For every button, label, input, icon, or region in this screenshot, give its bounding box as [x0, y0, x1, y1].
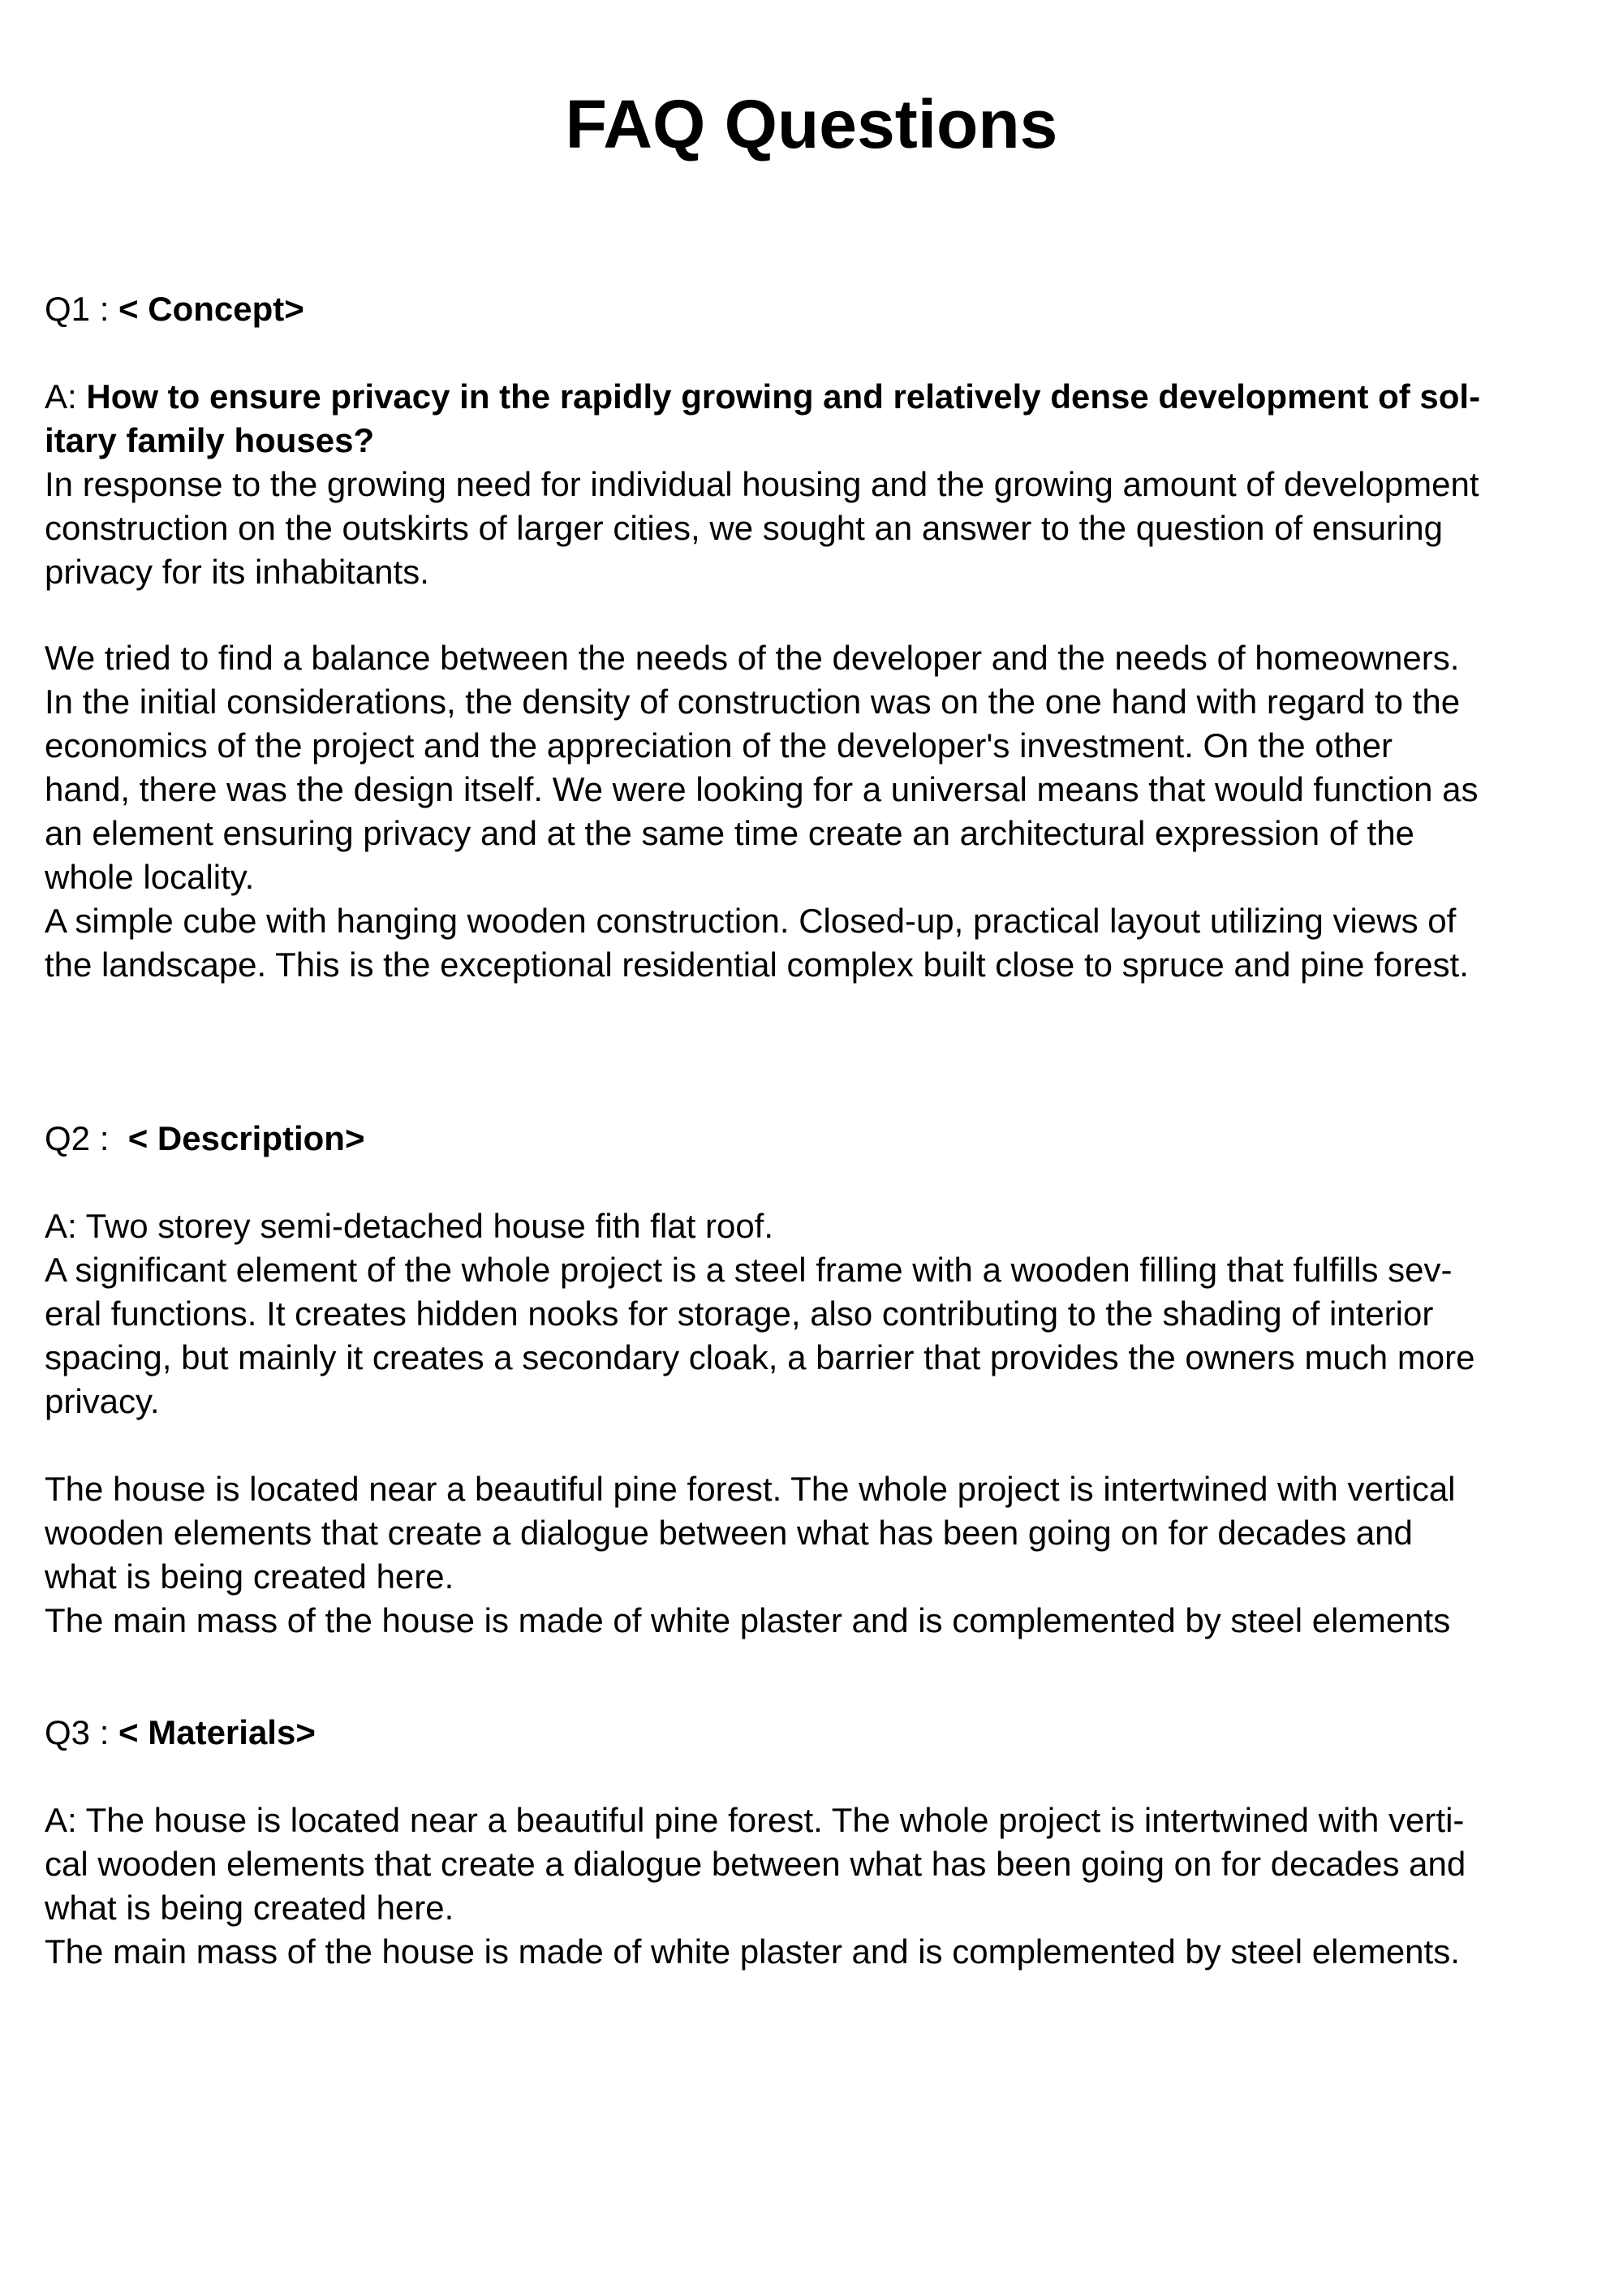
q2-para2-line4: The main mass of the house is made of white plaster and is complemented by steel elements — [45, 1601, 1451, 1639]
q1-answer-question-line — [45, 375, 1591, 419]
q2-answer-line1: A: Two storey semi-detached house fith flat roof. — [45, 1207, 774, 1245]
q3-answer — [45, 1798, 1591, 1974]
q3-answer-line2: cal wooden elements that create a dialogue between what has been going on for decades and — [45, 1845, 1466, 1883]
q3-heading — [45, 1711, 1591, 1755]
q1-para2 — [45, 636, 1591, 987]
q1-answer-prefix: A: — [45, 377, 87, 416]
q1-prefix: Q1 : — [45, 290, 119, 328]
q2-answer — [45, 1204, 1591, 1424]
q1-answer-question: How to ensure privacy in the rapidly growing and relatively dense development of sol- — [86, 377, 1481, 416]
q2-answer-line4: spacing, but mainly it creates a secondary cloak, a barrier that provides the owners much more — [45, 1338, 1475, 1376]
q2-para2 — [45, 1467, 1591, 1643]
q1-para1-line2: construction on the outskirts of larger cities, we sought an answer to the question of ensuring — [45, 509, 1443, 547]
q2-heading — [45, 1117, 1591, 1161]
q2-answer-line3: eral functions. It creates hidden nooks for storage, also contributing to the shading of interior — [45, 1294, 1434, 1333]
q3-answer-line3: what is being created here. — [45, 1889, 454, 1927]
q1-para2-line3: economics of the project and the appreciation of the developer's investment. On the other — [45, 726, 1393, 765]
q2-topic: < Description> — [127, 1119, 365, 1157]
q1-topic: < Concept> — [118, 290, 304, 328]
q3-answer-line1: A: The house is located near a beautiful pine forest. The whole project is intertwined with verti- — [45, 1801, 1465, 1839]
q1-heading — [45, 287, 1591, 331]
q2-para2-line1: The house is located near a beautiful pine forest. The whole project is intertwined with vertical — [45, 1470, 1456, 1508]
q1-para2-line7: A simple cube with hanging wooden construction. Closed-up, practical layout utilizing views of — [45, 902, 1457, 940]
q1-para1-line1: In response to the growing need for individual housing and the growing amount of development — [45, 465, 1479, 503]
q1-para2-line6: whole locality. — [45, 858, 255, 896]
q1-para2-line8: the landscape. This is the exceptional residential complex built close to spruce and pine forest. — [45, 946, 1469, 984]
q1-answer — [45, 375, 1591, 594]
q3-prefix: Q3 : — [45, 1713, 119, 1751]
q2-answer-line2: A significant element of the whole project is a steel frame with a wooden filling that fulfills sev- — [45, 1251, 1453, 1289]
q1-para2-line1: We tried to find a balance between the needs of the developer and the needs of homeowners. — [45, 639, 1460, 677]
q1-para2-line4: hand, there was the design itself. We were looking for a universal means that would function as — [45, 770, 1479, 808]
q2-answer-line5: privacy. — [45, 1382, 160, 1420]
q2-prefix: Q2 : — [45, 1119, 128, 1157]
q2-para2-line3: what is being created here. — [45, 1557, 454, 1596]
page-title: FAQ Questions — [565, 86, 1058, 162]
q2-para2-line2: wooden elements that create a dialogue between what has been going on for decades and — [45, 1514, 1413, 1552]
q1-para2-line2: In the initial considerations, the density of construction was on the one hand with regard to the — [45, 683, 1461, 721]
q3-topic: < Materials> — [118, 1713, 316, 1751]
q3-answer-line4: The main mass of the house is made of white plaster and is complemented by steel elements. — [45, 1932, 1460, 1971]
q1-para2-line5: an element ensuring privacy and at the same time create an architectural expression of the — [45, 814, 1414, 852]
q1-para1-line3: privacy for its inhabitants. — [45, 553, 429, 591]
q1-answer-question-cont: itary family houses? — [45, 421, 375, 459]
